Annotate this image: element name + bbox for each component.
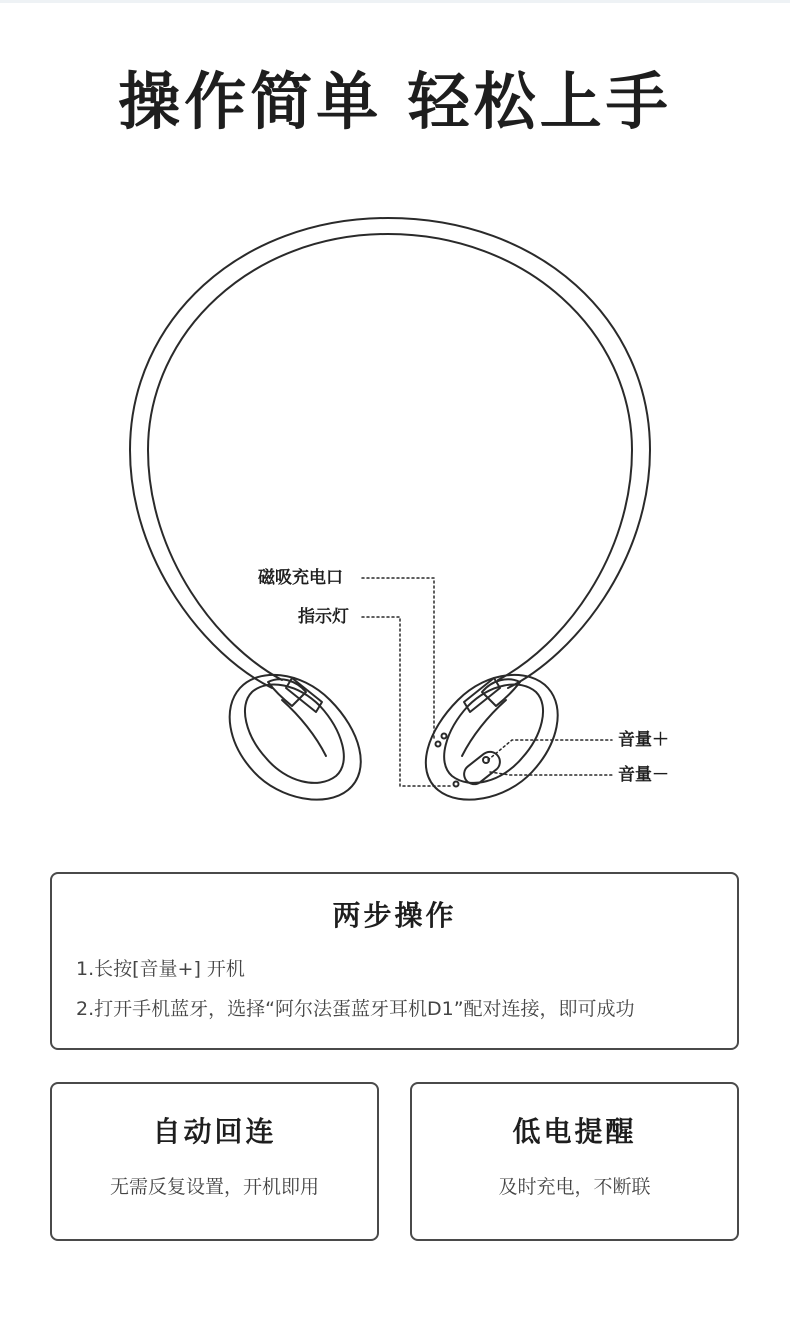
steps-card <box>50 872 739 1050</box>
callout-indicator-light: 指示灯 <box>298 607 349 627</box>
leader-charge-port <box>362 578 434 738</box>
low-battery-card <box>410 1082 739 1241</box>
low-battery-title: 低电提醒 <box>512 1115 637 1148</box>
low-battery-text: 及时充电，不断联 <box>498 1176 651 1198</box>
leader-volume-down <box>490 772 612 775</box>
leader-volume-up <box>488 740 612 760</box>
top-divider <box>0 0 790 3</box>
headphone-illustration <box>0 200 790 820</box>
steps-card-title: 两步操作 <box>332 899 457 932</box>
step-item-2: 2.打开手机蓝牙，选择“阿尔法蛋蓝牙耳机D1”配对连接，即可成功 <box>76 998 635 1020</box>
auto-reconnect-card <box>50 1082 379 1241</box>
callout-volume-up: 音量＋ <box>618 730 669 750</box>
callout-volume-down: 音量－ <box>618 765 669 785</box>
right-earpiece <box>426 675 558 800</box>
step-item-1: 1.长按[音量+] 开机 <box>76 958 245 980</box>
left-earpiece <box>230 675 361 800</box>
page-title: 操作简单 轻松上手 <box>118 65 672 138</box>
auto-reconnect-title: 自动回连 <box>152 1115 277 1148</box>
auto-reconnect-text: 无需反复设置，开机即用 <box>109 1176 319 1198</box>
neckband-inner <box>148 234 632 680</box>
callout-magnetic-charge-port: 磁吸充电口 <box>258 568 343 588</box>
leader-indicator <box>362 617 452 786</box>
